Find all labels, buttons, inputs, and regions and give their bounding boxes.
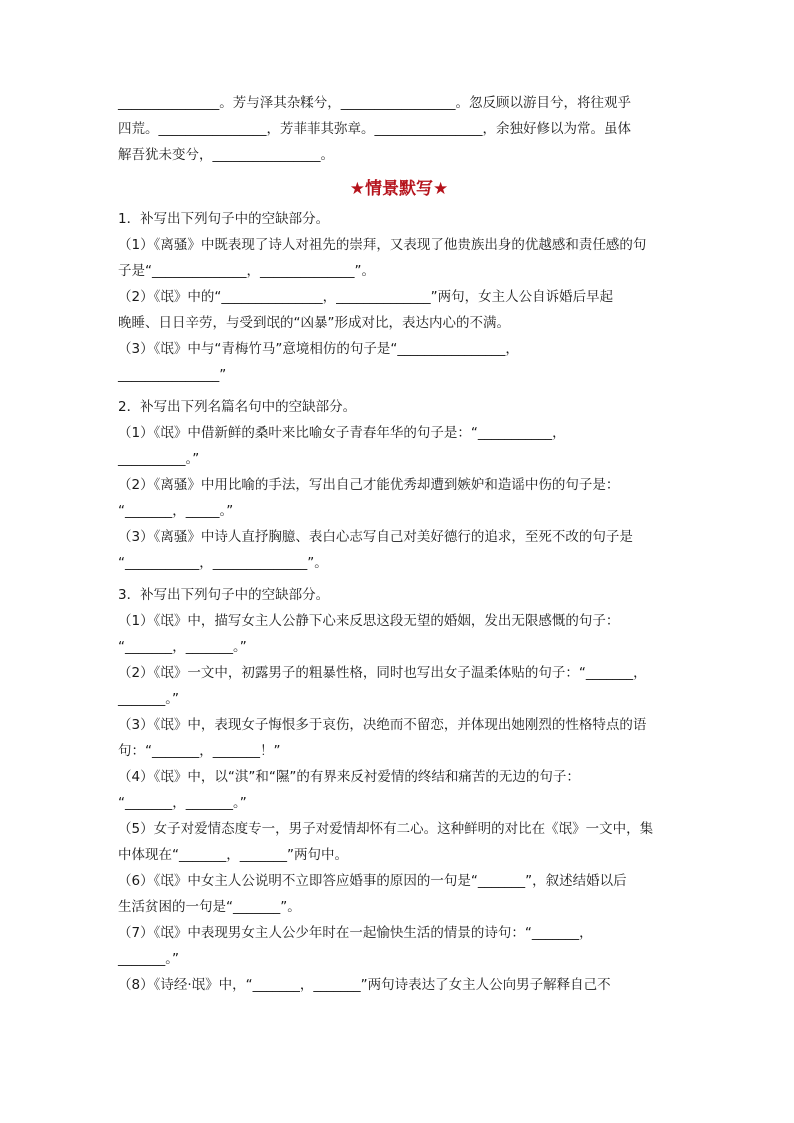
intro-line: 解吾犹未变兮，________________。 bbox=[118, 147, 334, 163]
question-line: （2）《氓》中的“_______________，______________”两句，女主人公自诉婚后早起 bbox=[118, 289, 614, 305]
question-line: （3）《氓》中与“青梅竹马”意境相仿的句子是“________________， bbox=[118, 341, 519, 357]
question-line: “_______，_______。” bbox=[118, 639, 247, 655]
question-heading: 2．补写出下列名篇名句中的空缺部分。 bbox=[118, 399, 357, 415]
question-line: 句：“_______，_______！” bbox=[118, 743, 281, 759]
question-line: （6）《氓》中女主人公说明不立即答应婚事的原因的一句是“_______”，叙述结婚以后 bbox=[118, 873, 627, 889]
question-line: （2）《氓》一文中，初露男子的粗暴性格，同时也写出女子温柔体贴的句子：“_______， bbox=[118, 665, 647, 681]
question-line: （3）《氓》中，表现女子悔恨多于哀伤，决绝而不留恋，并体现出她刚烈的性格特点的语 bbox=[118, 717, 647, 733]
question-line: （7）《氓》中表现男女主人公少年时在一起愉快生活的情景的诗句：“_______， bbox=[118, 925, 593, 941]
question-line: （8）《诗经·氓》中，“_______，_______”两句诗表达了女主人公向男子解释自己不 bbox=[118, 977, 611, 993]
question-line: 子是“______________，______________”。 bbox=[118, 263, 375, 279]
question-line: （2）《离骚》中用比喻的手法，写出自己才能优秀却遭到嫉妒和造谣中伤的句子是： bbox=[118, 477, 620, 493]
question-heading: 1．补写出下列句子中的空缺部分。 bbox=[118, 211, 330, 227]
intro-line: _______________。芳与泽其杂糅兮，_________________。忽反顾以游目兮，将往观乎 bbox=[118, 95, 631, 111]
question-line: 晚睡、日日辛劳，与受到氓的“凶暴”形成对比，表达内心的不满。 bbox=[118, 315, 510, 331]
intro-line: 四荒。________________，芳菲菲其弥章。________________，余独好修以为常。虽体 bbox=[118, 121, 631, 137]
question-heading: 3．补写出下列句子中的空缺部分。 bbox=[118, 587, 330, 603]
section-title: ★情景默写★ bbox=[349, 179, 449, 199]
question-group-1 bbox=[118, 206, 680, 388]
question-line: __________。” bbox=[118, 451, 200, 467]
question-line: （1）《氓》中借新鲜的桑叶来比喻女子青春年华的句子是：“___________， bbox=[118, 425, 566, 441]
document-page bbox=[118, 90, 680, 998]
question-line: （3）《离骚》中诗人直抒胸臆、表白心志写自己对美好德行的追求，至死不改的句子是 bbox=[118, 529, 633, 545]
question-group-3 bbox=[118, 582, 680, 998]
question-line: 生活贫困的一句是“_______”。 bbox=[118, 899, 301, 915]
question-line: _______。” bbox=[118, 951, 179, 967]
question-group-2 bbox=[118, 394, 680, 576]
question-line: （4）《氓》中，以“淇”和“隰”的有界来反衬爱情的终结和痛苦的无边的句子： bbox=[118, 769, 580, 785]
question-line: “_______，_______。” bbox=[118, 795, 247, 811]
question-line: （1）《离骚》中既表现了诗人对祖先的崇拜，又表现了他贵族出身的优越感和责任感的句 bbox=[118, 237, 647, 253]
question-line: “___________，______________”。 bbox=[118, 555, 328, 571]
intro-passage bbox=[118, 90, 680, 168]
question-line: _______。” bbox=[118, 691, 179, 707]
question-line: _______________” bbox=[118, 367, 227, 383]
question-line: “_______，_____。” bbox=[118, 503, 234, 519]
question-line: （1）《氓》中，描写女主人公静下心来反思这段无望的婚姻，发出无限感慨的句子： bbox=[118, 613, 620, 629]
question-line: 中体现在“_______，_______”两句中。 bbox=[118, 847, 348, 863]
question-line: （5）女子对爱情态度专一，男子对爱情却怀有二心。这种鲜明的对比在《氓》一文中，集 bbox=[118, 821, 654, 837]
